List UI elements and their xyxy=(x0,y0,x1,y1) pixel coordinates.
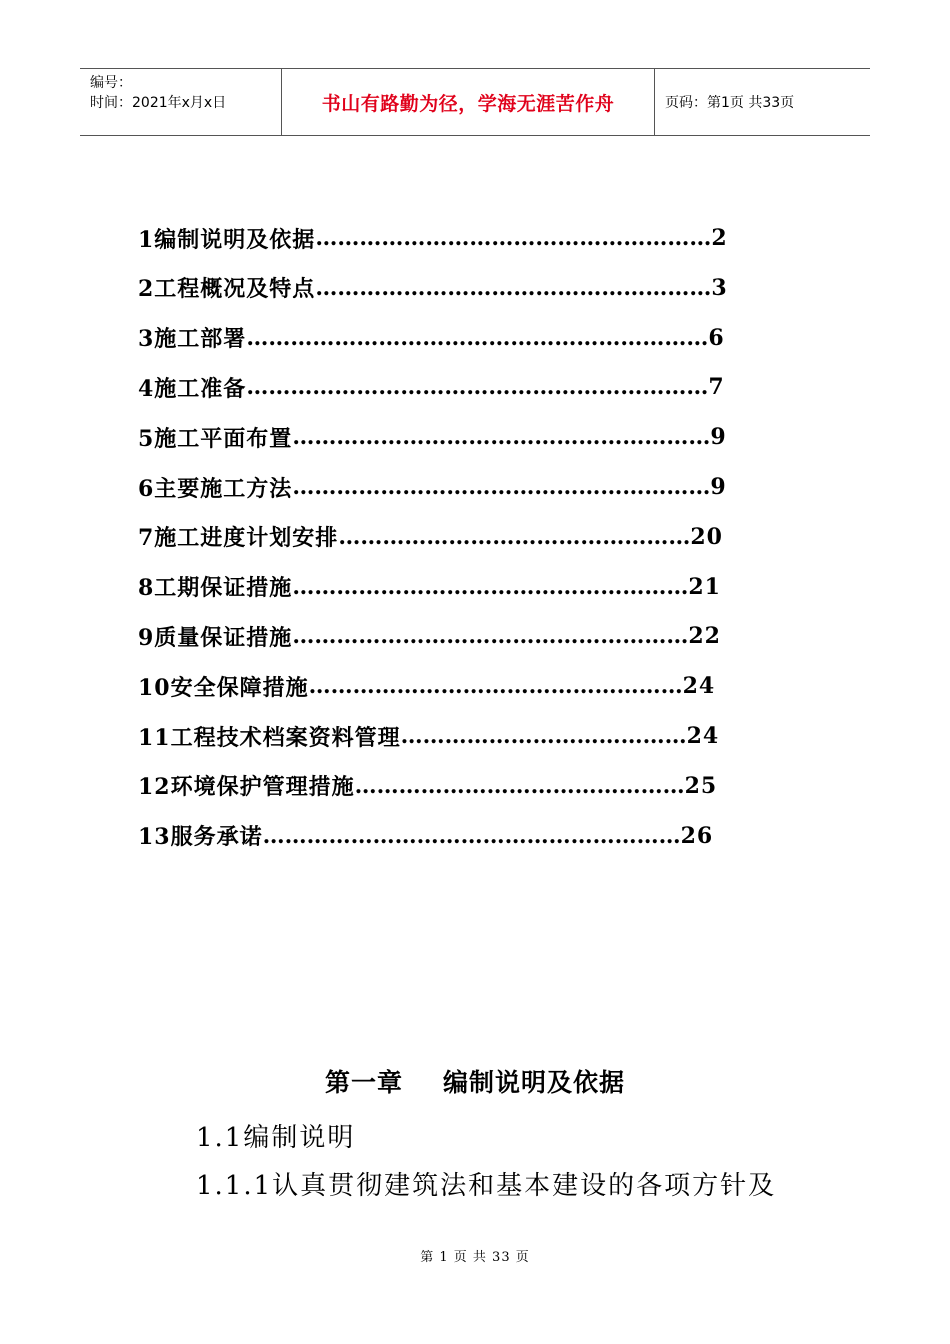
subsection-text: 1.1.1认真贯彻建筑法和基本建设的各项方针及 xyxy=(196,1171,777,1201)
toc-entry[interactable] xyxy=(138,668,715,704)
toc-entry-title: 7施工进度计划安排 xyxy=(138,525,339,552)
toc-entry-title: 10安全保障措施 xyxy=(138,674,309,701)
toc-entry-leader: …………………………………………… xyxy=(308,673,683,700)
toc-entry-title: 5施工平面布置 xyxy=(138,425,293,452)
toc-entry-page: 6 xyxy=(708,324,725,351)
toc-entry-title: 9质量保证措施 xyxy=(138,624,293,651)
page-footer: 第 1 页 共 33 页 xyxy=(420,1250,530,1265)
toc-entry[interactable] xyxy=(138,320,725,356)
toc-entry-title: 12环境保护管理措施 xyxy=(138,774,355,801)
toc-entry-leader: ………………………………………… xyxy=(338,523,691,550)
toc-entry-page: 21 xyxy=(688,573,721,600)
toc-entry-leader: ……………………………………………… xyxy=(292,573,689,600)
toc-entry-page: 25 xyxy=(684,772,718,799)
toc-entry[interactable] xyxy=(138,718,719,754)
toc-entry-title: 13服务承诺 xyxy=(138,824,263,851)
chapter-title: 编制说明及依据 xyxy=(443,1068,626,1097)
toc-entry-page: 3 xyxy=(711,274,728,301)
toc-entry-leader: ………………………………………………… xyxy=(262,822,681,849)
toc-entry-leader: ……………………………………………… xyxy=(315,225,712,251)
toc-entry[interactable] xyxy=(138,768,717,804)
toc-entry-leader: ……………………………………………………… xyxy=(246,374,709,401)
toc-entry-title: 2工程概况及特点 xyxy=(138,276,316,303)
motto: 书山有路勤为径，学海无涯苦作舟 xyxy=(321,92,615,115)
toc-entry-page: 9 xyxy=(710,474,727,500)
toc-entry[interactable] xyxy=(138,419,727,455)
date-label: 时间：2021年x月x日 xyxy=(90,95,227,111)
toc-entry-page: 26 xyxy=(680,822,714,849)
header-meta-cell xyxy=(80,69,281,135)
toc-entry-leader: ……………………………………………… xyxy=(292,623,689,650)
toc-entry-title: 11工程技术档案资料管理 xyxy=(138,724,401,751)
header-page-cell xyxy=(655,69,870,135)
toc-entry-title: 6主要施工方法 xyxy=(138,475,293,502)
toc-entry-title: 3施工部署 xyxy=(138,326,247,353)
toc-entry-leader: ……………………………………… xyxy=(354,772,685,799)
toc-entry[interactable] xyxy=(138,220,728,256)
page-label: 页码：第1页 共33页 xyxy=(665,95,795,111)
toc-entry-title: 4施工准备 xyxy=(138,375,247,402)
toc-entry-leader: ……………………………………………………… xyxy=(246,324,709,351)
toc-entry[interactable] xyxy=(138,469,727,505)
toc-entry-page: 20 xyxy=(690,523,723,550)
toc-entry-page: 24 xyxy=(682,673,716,700)
toc-entry-page: 9 xyxy=(710,424,727,451)
toc-entry[interactable] xyxy=(138,270,728,306)
header-motto-cell xyxy=(281,69,655,135)
toc-entry[interactable] xyxy=(138,369,725,405)
toc-entry-leader: ………………………………………………… xyxy=(292,424,711,451)
section-heading: 1.1编制说明 xyxy=(196,1123,356,1153)
header-table xyxy=(80,68,870,136)
toc-entry[interactable] xyxy=(138,618,721,654)
number-label: 编号： xyxy=(90,75,132,91)
toc-entry-page: 7 xyxy=(708,374,725,401)
toc-entry-leader: ……………………………………………… xyxy=(315,274,712,301)
toc-entry-title: 8工期保证措施 xyxy=(138,575,293,602)
toc-entry-leader: ………………………………………………… xyxy=(292,474,711,500)
toc-entry[interactable] xyxy=(138,569,721,605)
toc-entry[interactable] xyxy=(138,519,723,555)
toc-entry-page: 22 xyxy=(688,623,721,650)
toc-entry-page: 2 xyxy=(711,225,728,251)
toc-entry[interactable] xyxy=(138,818,713,854)
toc-entry-leader: ………………………………… xyxy=(400,723,687,749)
toc-entry-page: 24 xyxy=(686,723,720,749)
chapter-heading xyxy=(0,1063,950,1099)
toc-entry-title: 1编制说明及依据 xyxy=(138,226,316,253)
chapter-number: 第一章 xyxy=(324,1068,403,1097)
